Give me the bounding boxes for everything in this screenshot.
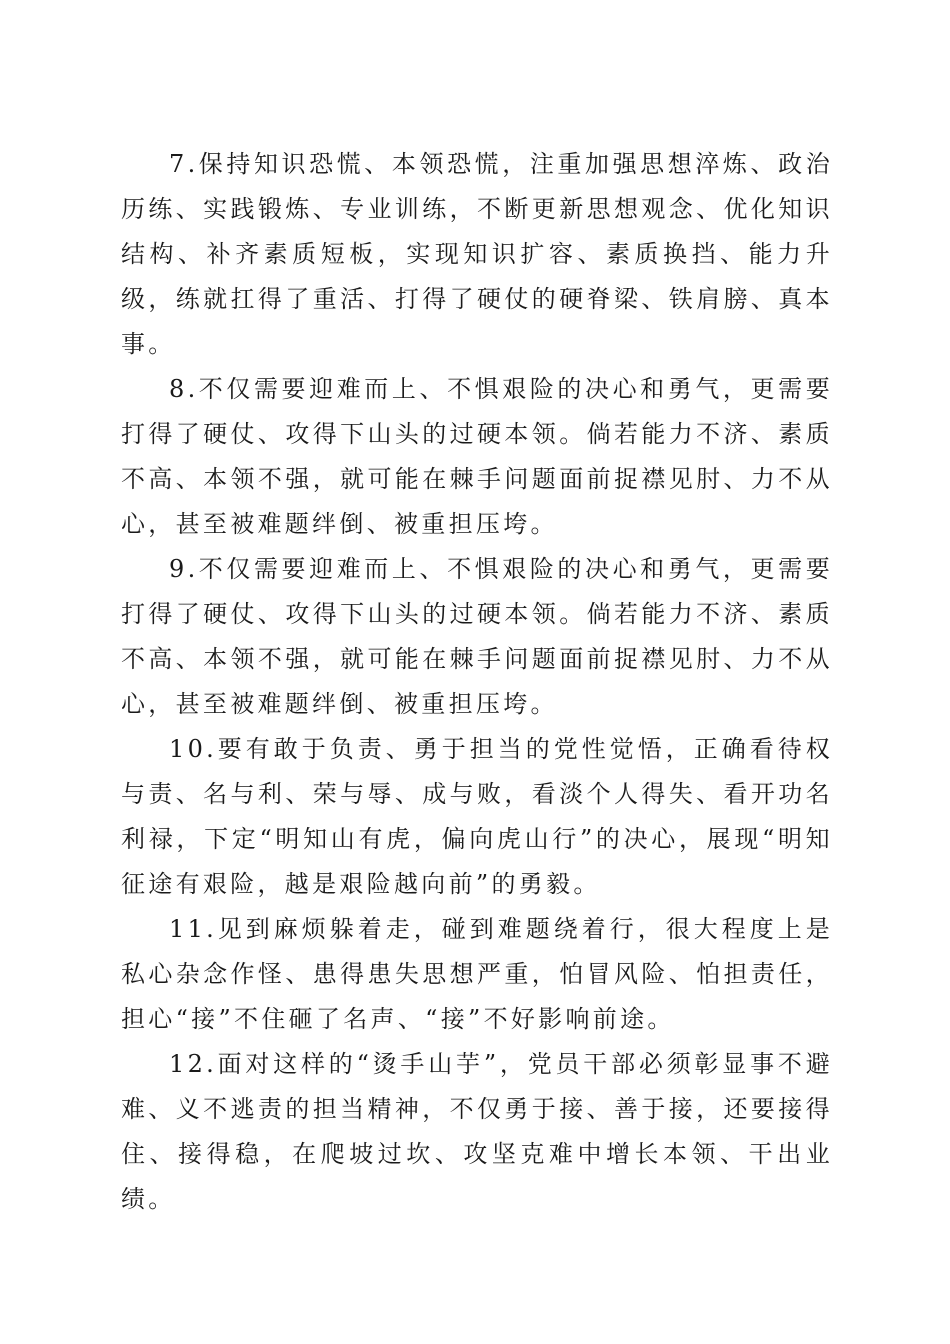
- paragraph-9: 9.不仅需要迎难而上、不惧艰险的决心和勇气，更需要打得了硬仗、攻得下山头的过硬本领。倘若能力不济、素质不高、本领不强，就可能在棘手问题面前捉襟见肘、力不从心，甚至被难题绊倒、被重担压垮。: [121, 555, 833, 718]
- paragraph-11: 11.见到麻烦躲着走，碰到难题绕着行，很大程度上是私心杂念作怪、患得患失思想严重，怕冒风险、怕担责任，担心“接”不住砸了名声、“接”不好影响前途。: [121, 915, 833, 1033]
- paragraph-10: 10.要有敢于负责、勇于担当的党性觉悟，正确看待权与责、名与利、荣与辱、成与败，看淡个人得失、看开功名利禄，下定“明知山有虎，偏向虎山行”的决心，展现“明知征途有艰险，越是艰险越向前”的勇毅。: [121, 735, 833, 898]
- paragraph-12: 12.面对这样的“烫手山芋”，党员干部必须彰显事不避难、义不逃责的担当精神，不仅勇于接、善于接，还要接得住、接得稳，在爬坡过坎、攻坚克难中增长本领、干出业绩。: [121, 1050, 833, 1213]
- paragraph-8: 8.不仅需要迎难而上、不惧艰险的决心和勇气，更需要打得了硬仗、攻得下山头的过硬本领。倘若能力不济、素质不高、本领不强，就可能在棘手问题面前捉襟见肘、力不从心，甚至被难题绊倒、被重担压垮。: [121, 375, 833, 538]
- document-body: [121, 142, 833, 1222]
- paragraph-7: 7.保持知识恐慌、本领恐慌，注重加强思想淬炼、政治历练、实践锻炼、专业训练，不断更新思想观念、优化知识结构、补齐素质短板，实现知识扩容、素质换挡、能力升级，练就扛得了重活、打得了硬仗的硬脊梁、铁肩膀、真本事。: [121, 150, 833, 358]
